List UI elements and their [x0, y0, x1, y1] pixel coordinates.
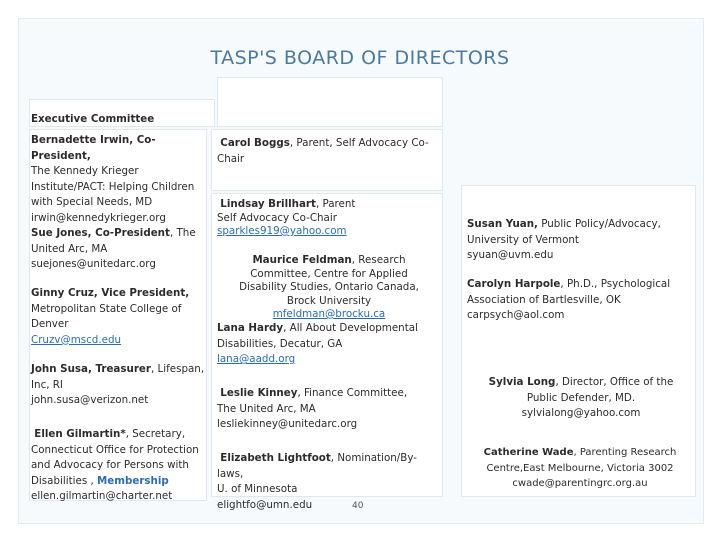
- page-number: 40: [352, 501, 364, 511]
- member-name: Susan Yuan,: [467, 218, 538, 230]
- member-name: Carol Boggs: [220, 137, 290, 149]
- member-email: john.susa@verizon.net: [31, 394, 149, 407]
- list-item: Bernadette Irwin, Co-President, The Kennedy Krieger Institute/PACT: Helping Children with Special Needs, MD irwin@kennedykrieger.org: [31, 133, 207, 227]
- list-item: Sylvia Long, Director, Office of the Public Defender, MD. sylvialong@yahoo.com: [467, 375, 695, 422]
- member-name: Sue Jones, Co-President: [31, 227, 170, 239]
- list-item: Lana Hardy, All About Developmental Disabilities, Decatur, GA lana@aadd.org: [217, 322, 418, 366]
- email-link[interactable]: lana@aadd.org: [217, 353, 296, 366]
- list-item: Catherine Wade, Parenting Research Centre,East Melbourne, Victoria 3002 cwade@parentingrc.org.au: [465, 445, 695, 492]
- member-name: Ellen Gilmartin*: [34, 428, 126, 440]
- list-item: Susan Yuan, Public Policy/Advocacy, University of Vermont syuan@uvm.edu: [467, 217, 695, 264]
- email-link[interactable]: sparkles919@yahoo.com: [217, 225, 347, 237]
- member-name: Catherine Wade: [483, 447, 574, 458]
- member-name: Leslie Kinney: [220, 387, 298, 399]
- member-email: sylvialong@yahoo.com: [521, 407, 641, 420]
- member-email: cwade@parentingrc.org.au: [512, 478, 648, 490]
- member-email: lesliekinney@unitedarc.org: [217, 418, 358, 431]
- member-name: John Susa, Treasurer: [31, 363, 151, 375]
- email-link[interactable]: Cruzv@mscd.edu: [31, 333, 122, 346]
- list-item: Ginny Cruz, Vice President, Metropolitan State College of Denver Cruzv@mscd.edu: [31, 287, 190, 346]
- email-link[interactable]: mfeldman@brocku.ca: [272, 308, 386, 320]
- list-item: Ellen Gilmartin*, Secretary, Connecticut Office for Protection and Advocacy for Persons with Disabilities , Membership ellen.gilmartin@charter.net: [31, 427, 209, 505]
- member-email: elightfo@umn.edu: [217, 498, 313, 511]
- member-name: Lindsay Brillhart: [220, 198, 316, 210]
- member-name: Lana Hardy: [217, 322, 284, 334]
- list-item: Sue Jones, Co-President, The United Arc, MA suejones@unitedarc.org: [31, 226, 207, 273]
- list-item: Lindsay Brillhart, Parent Self Advocacy Co-Chair sparkles919@yahoo.com: [217, 198, 356, 237]
- member-name: Sylvia Long: [488, 376, 556, 388]
- list-item: Maurice Feldman, Research Committee, Centre for Applied Disability Studies, Ontario Canada, Brock University mfeldman@brocku.ca: [239, 254, 419, 320]
- list-item: Carolyn Harpole, Ph.D., Psychological Association of Bartlesville, OK carpsych@aol.com: [467, 277, 695, 324]
- page-title: TASP'S BOARD OF DIRECTORS: [210, 47, 510, 69]
- member-email: suejones@unitedarc.org: [31, 258, 156, 271]
- list-item: Leslie Kinney, Finance Committee, The United Arc, MA lesliekinney@unitedarc.org: [217, 386, 441, 433]
- executive-committee-heading: Executive Committee: [31, 113, 155, 125]
- member-email: carpsych@aol.com: [467, 309, 565, 322]
- list-item: John Susa, Treasurer, Lifespan, Inc, RI john.susa@verizon.net: [31, 362, 207, 409]
- list-item: Elizabeth Lightfoot, Nomination/By-laws, U. of Minnesota elightfo@umn.edu: [217, 451, 441, 513]
- list-item: Carol Boggs, Parent, Self Advocacy Co- Chair: [217, 137, 429, 165]
- member-email: irwin@kennedykrieger.org: [31, 211, 166, 224]
- member-name: Bernadette Irwin, Co-President,: [31, 134, 156, 162]
- member-name: Elizabeth Lightfoot: [220, 452, 331, 464]
- member-name: Carolyn Harpole: [467, 278, 561, 290]
- member-email: ellen.gilmartin@charter.net: [31, 490, 173, 503]
- member-email: syuan@uvm.edu: [467, 249, 554, 262]
- table-cell-header-mid: [217, 77, 443, 127]
- member-name: Maurice Feldman: [252, 254, 352, 266]
- member-name: Ginny Cruz, Vice President,: [31, 287, 190, 299]
